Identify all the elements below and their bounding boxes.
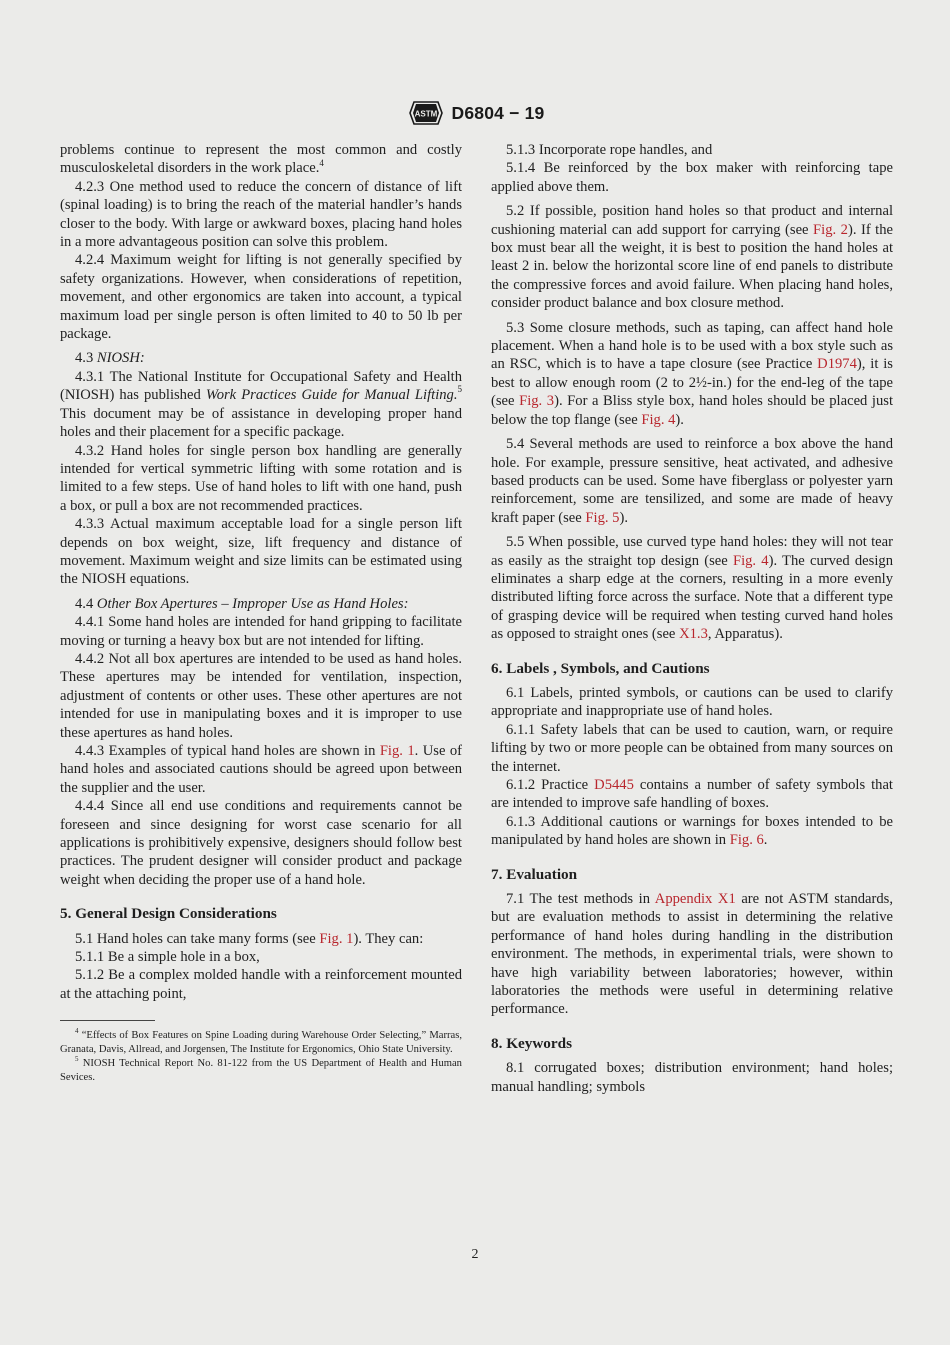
paragraph-7-1: 7.1 The test methods in Appendix X1 are not ASTM standards, but are evaluation methods to assist in determining the relative performance of hand holes during handling in the distribution environment. The methods, in experimental trials, were shown to have high variability between laboratories; however, within laboratories the methods were useful in determining relative performance. (491, 891, 894, 1018)
x1-3-link[interactable]: X1.3 (679, 626, 708, 643)
paragraph-4-2-3: 4.2.3 One method used to reduce the concern of distance of lift (spinal loading) is to bring the reach of the material handler’s hands closer to the body. With large or awkward boxes, placing hand holes in a more advantageous position can solve this problem. (60, 178, 462, 251)
astm-logo-icon (406, 98, 446, 128)
paragraph-5-5: 5.5 When possible, use curved type hand holes: they will not tear as easily as the straight top design (see Fig. 4). The curved design eliminates a sharp edge at the corners, resulting in a more evenly distributed lifting force across the surface. Note that a different type of grasping device will be required when testing curved hand holes as opposed to straight ones (see X1.3, Apparatus). (491, 534, 893, 643)
paragraph-4-2-4: 4.2.4 Maximum weight for lifting is not generally specified by safety organizations. However, when considerations of repetition, movement, and other ergonomics are taken into account, a typical maximum load per single person is often limited to 40 to 50 lb per package. (60, 252, 462, 343)
footnote-ref-4[interactable]: 4 (319, 157, 324, 168)
paragraph-6-1-2: 6.1.2 Practice D5445 contains a number of safety symbols that are intended to improve safe handling of boxes. (491, 777, 893, 812)
paragraph-6-1-1: 6.1.1 Safety labels that can be used to caution, warn, or require lifting by two or more people can be obtained from many sources on the internet. (491, 721, 893, 775)
astm-logo-text: ASTM (414, 109, 437, 119)
paragraph-continuation: problems continue to represent the most common and costly musculoskeletal disorders in the work place.$^4$ (60, 142, 462, 177)
left-column (60, 141, 462, 1085)
paragraph-4-4-1: 4.4.1 Some hand holes are intended for hand gripping to facilitate moving or turning a heavy box but are not intended for lifting. (60, 614, 462, 649)
paragraph-4-4-3: 4.4.3 Examples of typical hand holes are shown in Fig. 1. Use of hand holes and associated cautions should be agreed upon between the supplier and the user. (60, 743, 462, 796)
fig-5-link[interactable]: Fig. 5 (585, 509, 620, 526)
footnote-4: $^4$ “Effects of Box Features on Spine Loading during Warehouse Order Selecting,” Marras, Granata, Davis, Allread, and Jorgensen, The Institute for Ergonomics, Ohio State University. (60, 1026, 462, 1056)
paragraph-4-3-2: 4.3.2 Hand holes for single person box handling are generally intended for vertical symmetric lifting with some rotation and is limited to a few steps. Use of hand holes to lift with one hand, push a box, or pull a box are not recommended practices. (60, 442, 462, 514)
paragraph-8-1: 8.1 corrugated boxes; distribution environment; hand holes; manual handling; symbols (491, 1060, 893, 1095)
paragraph-5-1-3: 5.1.3 Incorporate rope handles, and (506, 142, 713, 158)
paragraph-5-1-1: 5.1.1 Be a simple hole in a box, (75, 949, 260, 966)
page-number: 2 (471, 1247, 479, 1262)
paragraph-4-3-3: 4.3.3 Actual maximum acceptable load for a single person lift depends on box weight, size, lift frequency and distance of movement. Maximum weight and size limits can be estimated using the NIOSH equations. (60, 516, 462, 588)
section-8-heading: 8. Keywords (491, 1034, 572, 1052)
paragraph-5-1: 5.1 Hand holes can take many forms (see Fig. 1). They can: (75, 930, 424, 947)
footnotes (60, 1026, 462, 1085)
paragraph-6-1-3: 6.1.3 Additional cautions or warnings for boxes intended to be manipulated by hand holes are shown in Fig. 6. (491, 813, 893, 849)
paragraph-5-3: 5.3 Some closure methods, such as taping, can affect hand hole placement. When a hand hole is to be used with a box style such as an RSC, which is to have a tape closure (see Practice D1974), it is best to allow enough room (2 to 2½-in.) for the end-leg of the tape (see Fig. 3). For a Bliss style box, hand holes should be placed just below the top flange (see Fig. 4). (491, 319, 894, 428)
section-5-heading: 5. General Design Considerations (60, 905, 277, 923)
fig-4-link[interactable]: Fig. 4 (641, 411, 676, 428)
document-id: D6804 − 19 (451, 102, 545, 123)
fig-1-link[interactable]: Fig. 1 (319, 930, 354, 947)
page-header (0, 98, 950, 128)
heading-4-3: 4.3 NIOSH: (75, 350, 145, 367)
d5445-link[interactable]: D5445 (594, 777, 634, 793)
footnote-5: $^5$ NIOSH Technical Report No. 81-122 from the US Department of Health and Human Sevices. (60, 1054, 462, 1084)
paragraph-5-1-4: 5.1.4 Be reinforced by the box maker with reinforcing tape applied above them. (491, 160, 893, 195)
fig-3-link[interactable]: Fig. 3 (519, 393, 555, 410)
paragraph-5-2: 5.2 If possible, position hand holes so that product and internal cushioning material can add support for carrying (see Fig. 2). If the box must bear all the weight, it is best to position the hand holes at least 2 in. below the horizontal score line of end panels to distribute the compressive forces and avoid failure. When placing hand holes, consider product balance and box closure method. (491, 203, 893, 312)
paragraph-6-1: 6.1 Labels, printed symbols, or cautions can be used to clarify appropriate and inappropriate use of hand holes. (491, 684, 893, 720)
section-7-heading: 7. Evaluation (491, 865, 578, 883)
appendix-x1-link[interactable]: Appendix X1 (654, 891, 736, 908)
footnote-ref-5[interactable]: 5 (457, 384, 462, 395)
paragraph-5-1-2: 5.1.2 Be a complex molded handle with a reinforcement mounted at the attaching point, (60, 967, 462, 1002)
paragraph-4-4-4: 4.4.4 Since all end use conditions and requirements cannot be foreseen and since designing for worst case scenario for all applications is prohibitively expensive, designers should follow best practices. The prudent designer will consider product and package weight when deciding the proper use of a hand hole. (60, 798, 462, 888)
fig-6-link[interactable]: Fig. 6 (729, 832, 764, 849)
paragraph-5-4: 5.4 Several methods are used to reinforce a box above the hand hole. For example, pressure sensitive, heat activated, and adhesive based products can be used. Some have fiberglass or polyester yarn reinforcement, some are tensilized, and some are made of heavy kraft paper (see Fig. 5). (491, 436, 893, 526)
paragraph-4-3-1: 4.3.1 The National Institute for Occupational Safety and Health (NIOSH) has published Work Practices Guide for Manual Lifting.$^5$ This document may be of assistance in developing proper hand holes and their placement for a specific package. (60, 368, 462, 441)
d1974-link[interactable]: D1974 (817, 356, 857, 373)
footnote-divider (60, 1020, 155, 1021)
fig-2-link[interactable]: Fig. 2 (813, 221, 848, 238)
section-6-heading: 6. Labels , Symbols, and Cautions (491, 659, 710, 677)
fig-4-link[interactable]: Fig. 4 (732, 552, 769, 569)
heading-4-4: 4.4 Other Box Apertures – Improper Use as Hand Holes: (75, 595, 409, 612)
paragraph-4-4-2: 4.4.2 Not all box apertures are intended to be used as hand holes. These apertures may be intended for ventilation, inspection, adjustment of contents or other uses. These other apertures are not intended for use in manipulating boxes and it is improper to use these apertures as hand holes. (60, 650, 462, 741)
right-column (491, 141, 893, 1096)
fig-1-link[interactable]: Fig. 1 (379, 743, 415, 759)
